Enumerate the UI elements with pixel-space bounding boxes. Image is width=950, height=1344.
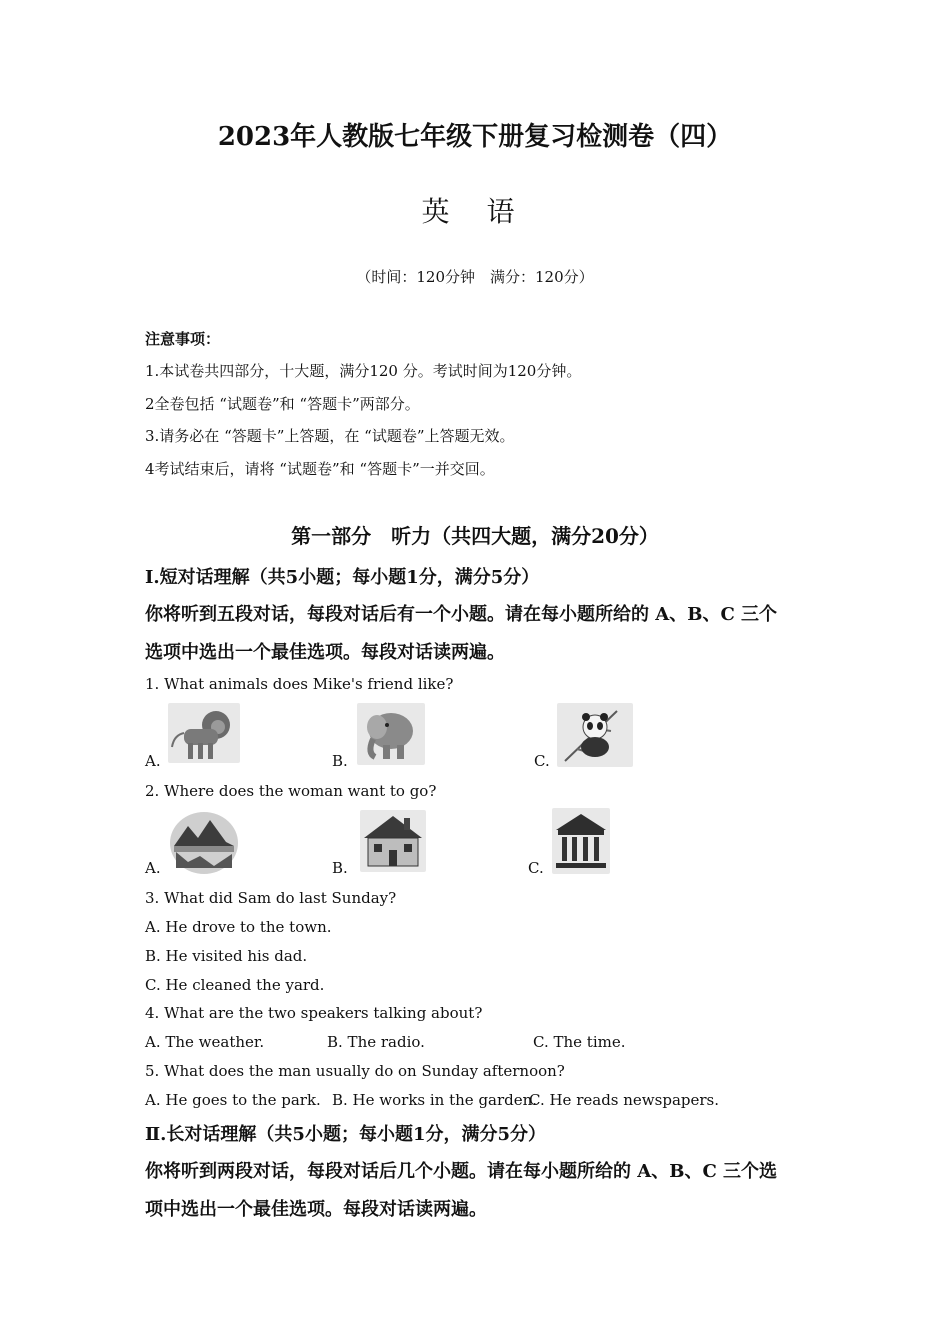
note-item: 2全卷包括 “试题卷”和 “答题卡”两部分。 (145, 395, 420, 413)
option-c: C. He cleaned the yard. (145, 976, 325, 994)
subject-title: 英 语 (421, 195, 529, 228)
section-instructions: 项中选出一个最佳选项。每段对话读两遍。 (145, 1199, 487, 1220)
option-b: B. (332, 752, 348, 770)
option-b: B. He works in the garden. (332, 1091, 538, 1109)
house-image (360, 810, 426, 872)
option-b: B. (332, 859, 348, 877)
option-c: C. (528, 859, 544, 877)
section-instructions: 你将听到五段对话，每段对话后有一个小题。请在每小题所给的 A、B、C 三个 (145, 604, 778, 625)
question-2: 2. Where does the woman want to go? (145, 782, 437, 800)
option-c: C. He reads newspapers. (529, 1091, 719, 1109)
option-a: A. (145, 859, 161, 877)
section-instructions: 选项中选出一个最佳选项。每段对话读两遍。 (145, 642, 505, 663)
option-a: A. (145, 752, 161, 770)
option-c: C. (534, 752, 550, 770)
option-b: B. He visited his dad. (145, 947, 308, 965)
option-a: A. He goes to the park. (145, 1091, 321, 1109)
exam-title: 2023年人教版七年级下册复习检测卷（四） (217, 122, 733, 152)
elephant-image (357, 703, 425, 765)
option-a: A. The weather. (145, 1033, 265, 1051)
section-heading: Ⅰ.短对话理解（共5小题；每小题1分，满分5分） (145, 567, 540, 588)
question-3: 3. What did Sam do last Sunday? (145, 889, 397, 907)
option-c: C. The time. (533, 1033, 626, 1051)
option-a: A. He drove to the town. (145, 918, 332, 936)
part-heading: 第一部分 听力（共四大题，满分20分） (291, 524, 659, 548)
notes-heading: 注意事项： (145, 330, 221, 348)
section-instructions: 你将听到两段对话，每段对话后几个小题。请在每小题所给的 A、B、C 三个选 (145, 1161, 778, 1182)
time-info: （时间：120分钟 满分：120分） (356, 268, 594, 286)
lion-image (168, 703, 240, 763)
question-1: 1. What animals does Mike's friend like? (145, 675, 454, 693)
museum-image (552, 808, 610, 874)
question-5: 5. What does the man usually do on Sunday afternoon? (145, 1062, 565, 1080)
note-item: 3.请务必在 “答题卡”上答题，在 “试题卷”上答题无效。 (145, 427, 515, 445)
note-item: 4考试结束后，请将 “试题卷”和 “答题卡”一并交回。 (145, 460, 495, 478)
panda-image (557, 703, 633, 767)
option-b: B. The radio. (327, 1033, 425, 1051)
question-4: 4. What are the two speakers talking about? (145, 1004, 483, 1022)
note-item: 1.本试卷共四部分，十大题，满分120 分。考试时间为120分钟。 (145, 362, 582, 380)
park-image (170, 812, 238, 874)
section-heading: Ⅱ.长对话理解（共5小题；每小题1分，满分5分） (145, 1124, 547, 1145)
